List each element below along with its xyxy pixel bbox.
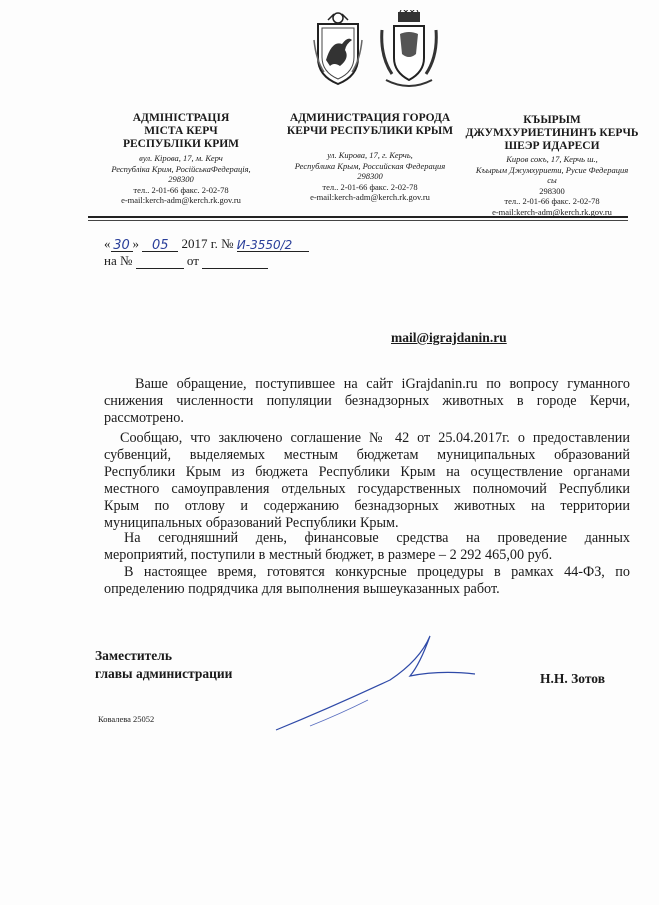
- header-left-title-line: МІСТА КЕРЧ: [144, 125, 218, 137]
- reference-from-label: от: [186, 253, 199, 268]
- reference-line: [104, 253, 268, 269]
- handwritten-month: 05: [151, 238, 169, 253]
- paragraph-line: муниципальных образований Республики Крым.: [104, 515, 399, 531]
- header-right-title: [462, 114, 642, 153]
- paragraph-line: Сообщаю, что заключено соглашение № 42 от 25.04.2017г. о предоставлении: [120, 430, 630, 446]
- paragraph-line: мероприятий, поступили в местный бюджет, в размере – 2 292 465,00 руб.: [104, 547, 553, 563]
- header-right-address-line: Къырым Джумхуриети, Русие Федерация: [475, 164, 629, 175]
- header-right-title-line: КЪЫРЫМ: [523, 114, 581, 126]
- header-center-title: [284, 112, 456, 138]
- quote-open: «: [104, 236, 111, 251]
- registration-line: [104, 236, 309, 252]
- header-right-contacts: [462, 186, 642, 218]
- header-left-phone: тел.. 2-01-66 факс. 2-02-78: [133, 184, 229, 195]
- header-left-email: e-mail:kerch-adm@kerch.rk.gov.ru: [121, 195, 241, 205]
- header-right-email: e-mail:kerch-adm@kerch.rk.gov.ru: [492, 206, 612, 217]
- paragraph-3: [104, 530, 630, 564]
- header-right-address-line: Киров сокъ, 17, Керчь ш.,: [506, 154, 598, 164]
- handwritten-outgoing-number: И-3550/2: [236, 238, 293, 252]
- header-left-title-line: АДМІНІСТРАЦІЯ: [132, 112, 230, 124]
- signatory-title-line-1: Заместитель: [95, 648, 172, 663]
- paragraph-line: субвенций, выделяемых местным бюджетам муниципальных образований: [104, 447, 630, 463]
- paragraph-line: определению подрядчика для выполнения вышеуказанных работ.: [104, 581, 500, 597]
- signatory-name: Н.Н. Зотов: [540, 671, 605, 686]
- paragraph-line: местного самоуправления отдельных государственных полномочий Республики: [104, 481, 630, 497]
- header-divider-thick: [88, 216, 628, 218]
- paragraph-line: Ваше обращение, поступившее на сайт iGrajdanin.ru по вопросу гуманного: [135, 376, 630, 392]
- quote-close: »: [132, 236, 139, 251]
- header-right-block: [462, 114, 642, 217]
- header-right-postcode: 298300: [539, 185, 565, 196]
- header-left-contacts: [100, 185, 262, 206]
- header-center-email: e-mail:kerch-adm@kerch.rk.gov.ru: [310, 192, 430, 202]
- header-center-address-line: Республика Крым, Российская Федерация: [294, 160, 446, 171]
- crimea-coat-of-arms-icon: [312, 10, 364, 86]
- header-left-block: [100, 112, 262, 206]
- signatory-title-line-2: главы администрации: [95, 666, 233, 681]
- handwritten-signature-icon: [270, 630, 490, 740]
- header-left-address-line: вул. Кірова, 17, м. Керч: [139, 153, 223, 163]
- reference-number-prefix: на №: [104, 253, 133, 268]
- recipient-email: mail@igrajdanin.ru: [391, 330, 507, 345]
- header-divider-thin: [88, 220, 628, 221]
- paragraph-4: [104, 564, 630, 598]
- header-center-contacts: [284, 182, 456, 203]
- paragraph-1: [104, 376, 630, 427]
- kerch-coat-of-arms-icon: [378, 10, 440, 94]
- paragraph-line: Республики Крым из бюджета Республики Крым на осуществление органами: [104, 464, 630, 480]
- reference-date-blank: [202, 254, 268, 269]
- header-right-address: [462, 154, 642, 186]
- header-center-address-line: 298300: [357, 171, 383, 181]
- header-right-title-line: ШЕЭР ИДАРЕСИ: [504, 140, 600, 152]
- header-left-title: [100, 112, 262, 151]
- header-center-address-line: ул. Кирова, 17, г. Керчь,: [327, 150, 413, 160]
- header-right-address-line: сы: [547, 175, 557, 185]
- header-center-block: [284, 112, 456, 203]
- header-center-address: [284, 150, 456, 182]
- header-center-phone: тел.. 2-01-66 факс. 2-02-78: [322, 181, 418, 192]
- reference-number-blank: [136, 254, 184, 269]
- header-left-address-line: 298300: [168, 174, 194, 184]
- header-left-address: [100, 153, 262, 185]
- paragraph-2: [104, 430, 630, 532]
- header-left-title-line: РЕСПУБЛІКИ КРИМ: [122, 138, 240, 150]
- paragraph-line: На сегодняшний день, финансовые средства на проведение данных: [124, 530, 630, 546]
- header-left-address-line: Республіка Крим, РосійськаФедерація,: [111, 163, 251, 174]
- header-center-title-line: АДМИНИСТРАЦИЯ ГОРОДА: [289, 112, 451, 124]
- registration-year: 2017 г. №: [181, 236, 234, 251]
- header-right-phone: тел.. 2-01-66 факс. 2-02-78: [504, 196, 600, 206]
- handwritten-day: 30: [113, 238, 130, 253]
- paragraph-line: снижения численности популяции безнадзорных животных в городе Керчи,: [104, 393, 630, 409]
- header-right-title-line: ДЖУМХУРИЕТИНИНЪ КЕРЧЬ: [465, 127, 639, 139]
- paragraph-line: В настоящее время, готовятся конкурсные процедуры в рамках 44-ФЗ, по: [124, 564, 630, 580]
- paragraph-line: Крым по отлову и содержанию безнадзорных животных на территории: [104, 498, 630, 514]
- executor-note: Ковалева 25052: [98, 714, 155, 724]
- header-center-title-line: КЕРЧИ РЕСПУБЛИКИ КРЫМ: [286, 125, 454, 137]
- paragraph-line: рассмотрено.: [104, 410, 184, 426]
